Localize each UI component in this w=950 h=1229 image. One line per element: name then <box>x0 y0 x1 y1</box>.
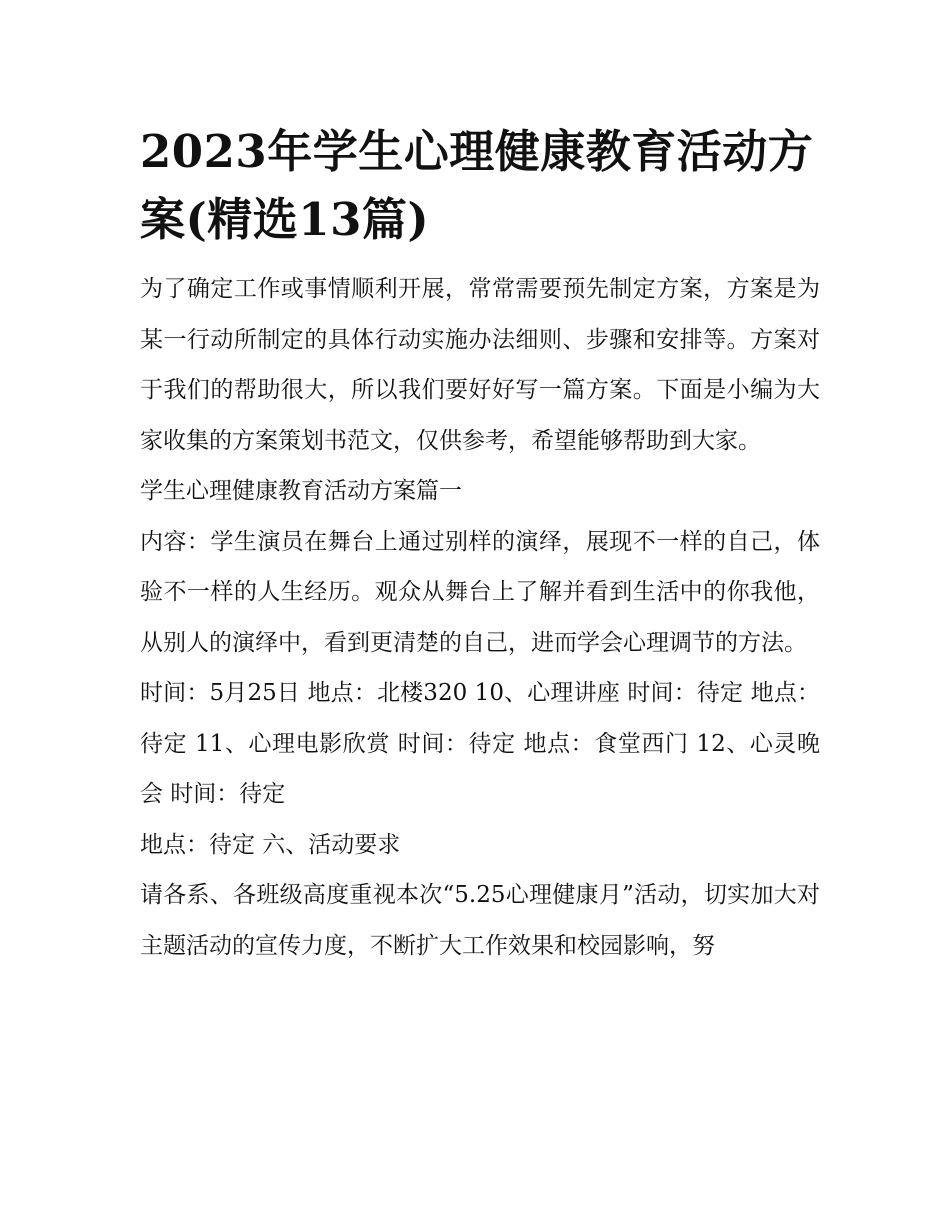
section-heading: 学生心理健康教育活动方案篇一 <box>140 478 462 504</box>
requirements-paragraph: 请各系、各班级高度重视本次“5.25心理健康月”活动，切实加大对主题活动的宣传力度，不断扩大工作效果和校园影响，努 <box>140 882 820 959</box>
document-title: 2023年学生心理健康教育活动方案(精选13篇) <box>140 125 814 246</box>
location-paragraph: 地点：待定 六、活动要求 <box>140 831 401 858</box>
document-page <box>140 118 820 971</box>
content-paragraph: 内容：学生演员在舞台上通过别样的演绎，展现不一样的自己，体验不一样的人生经历。观众从舞台上了解并看到生活中的你我他，从别人的演绎中，看到更清楚的自己，进而学会心理调节的方法。 <box>140 528 820 656</box>
intro-paragraph: 为了确定工作或事情顺利开展，常常需要预先制定方案，方案是为某一行动所制定的具体行动实施办法细则、步骤和安排等。方案对于我们的帮助很大，所以我们要好好写一篇方案。下面是小编为大家收集的方案策划书范文，仅供参考，希望能够帮助到大家。 <box>140 276 820 454</box>
schedule-paragraph: 时间：5月25日 地点：北楼320 10、心理讲座 时间：待定 地点：待定 11、心理电影欣赏 时间：待定 地点：食堂西门 12、心灵晚会 时间：待定 <box>140 680 820 807</box>
